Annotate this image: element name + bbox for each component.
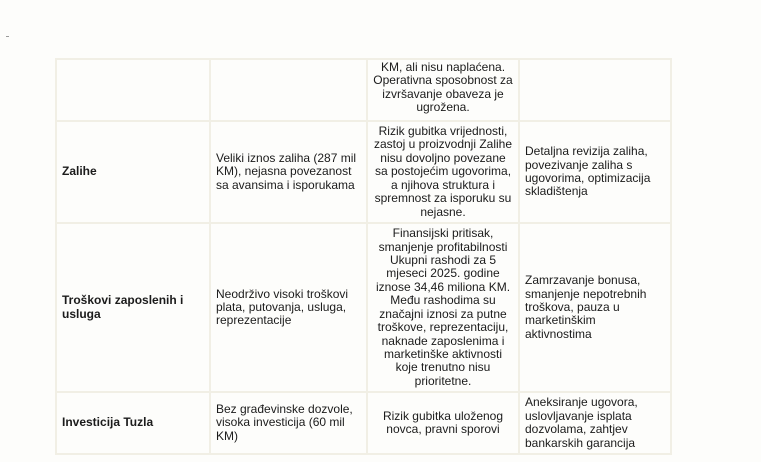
risk-area-cell: Troškovi zaposlenih i usluga — [56, 223, 210, 392]
risk-cell: Rizik gubitka uloženog novca, pravni sporovi — [367, 392, 519, 454]
table-row — [56, 392, 671, 454]
measures-cell — [519, 59, 671, 121]
measures-cell: Detaljna revizija zaliha, povezivanje zaliha s ugovorima, optimizacija skladištenja — [519, 121, 671, 223]
risk-area-cell: Investicija Tuzla — [56, 392, 210, 454]
description-cell: Veliki iznos zaliha (287 mil KM), nejasna povezanost sa avansima i isporukama — [210, 121, 367, 223]
risk-area-cell: Zalihe — [56, 121, 210, 223]
table-row — [56, 223, 671, 392]
risk-table — [55, 58, 672, 455]
measures-cell: Aneksiranje ugovora, uslovljavanje isplata dozvolama, zahtjev bankarskih garancija — [519, 392, 671, 454]
description-cell — [210, 59, 367, 121]
risk-area-cell — [56, 59, 210, 121]
measures-cell: Zamrzavanje bonusa, smanjenje nepotrebnih troškova, pauza u marketinškim aktivnostima — [519, 223, 671, 392]
risk-cell: Finansijski pritisak, smanjenje profitabilnosti Ukupni rashodi za 5 mjeseci 2025. godine iznose 34,46 miliona KM. Među rashodima su značajni iznosi za putne troškove, reprezentaciju, naknade zaposlenima i marketinške aktivnosti koje trenutno nisu prioritetne. — [367, 223, 519, 392]
risk-cell — [367, 59, 519, 121]
risk-text-line: Operativna sposobnost za izvršavanje obaveza je ugrožena. — [373, 73, 513, 115]
table-row — [56, 121, 671, 223]
description-cell: Neodrživo visoki troškovi plata, putovanja, usluga, reprezentacije — [210, 223, 367, 392]
margin-mark — [6, 36, 9, 37]
table-row — [56, 59, 671, 121]
description-cell: Bez građevinske dozvole, visoka investicija (60 mil KM) — [210, 392, 367, 454]
risk-text-line: KM, ali nisu naplaćena. — [380, 60, 506, 74]
risk-cell: Rizik gubitka vrijednosti, zastoj u proizvodnji Zalihe nisu dovoljno povezane sa postojećim ugovorima, a njihova struktura i spremnost za isporuku su nejasne. — [367, 121, 519, 223]
